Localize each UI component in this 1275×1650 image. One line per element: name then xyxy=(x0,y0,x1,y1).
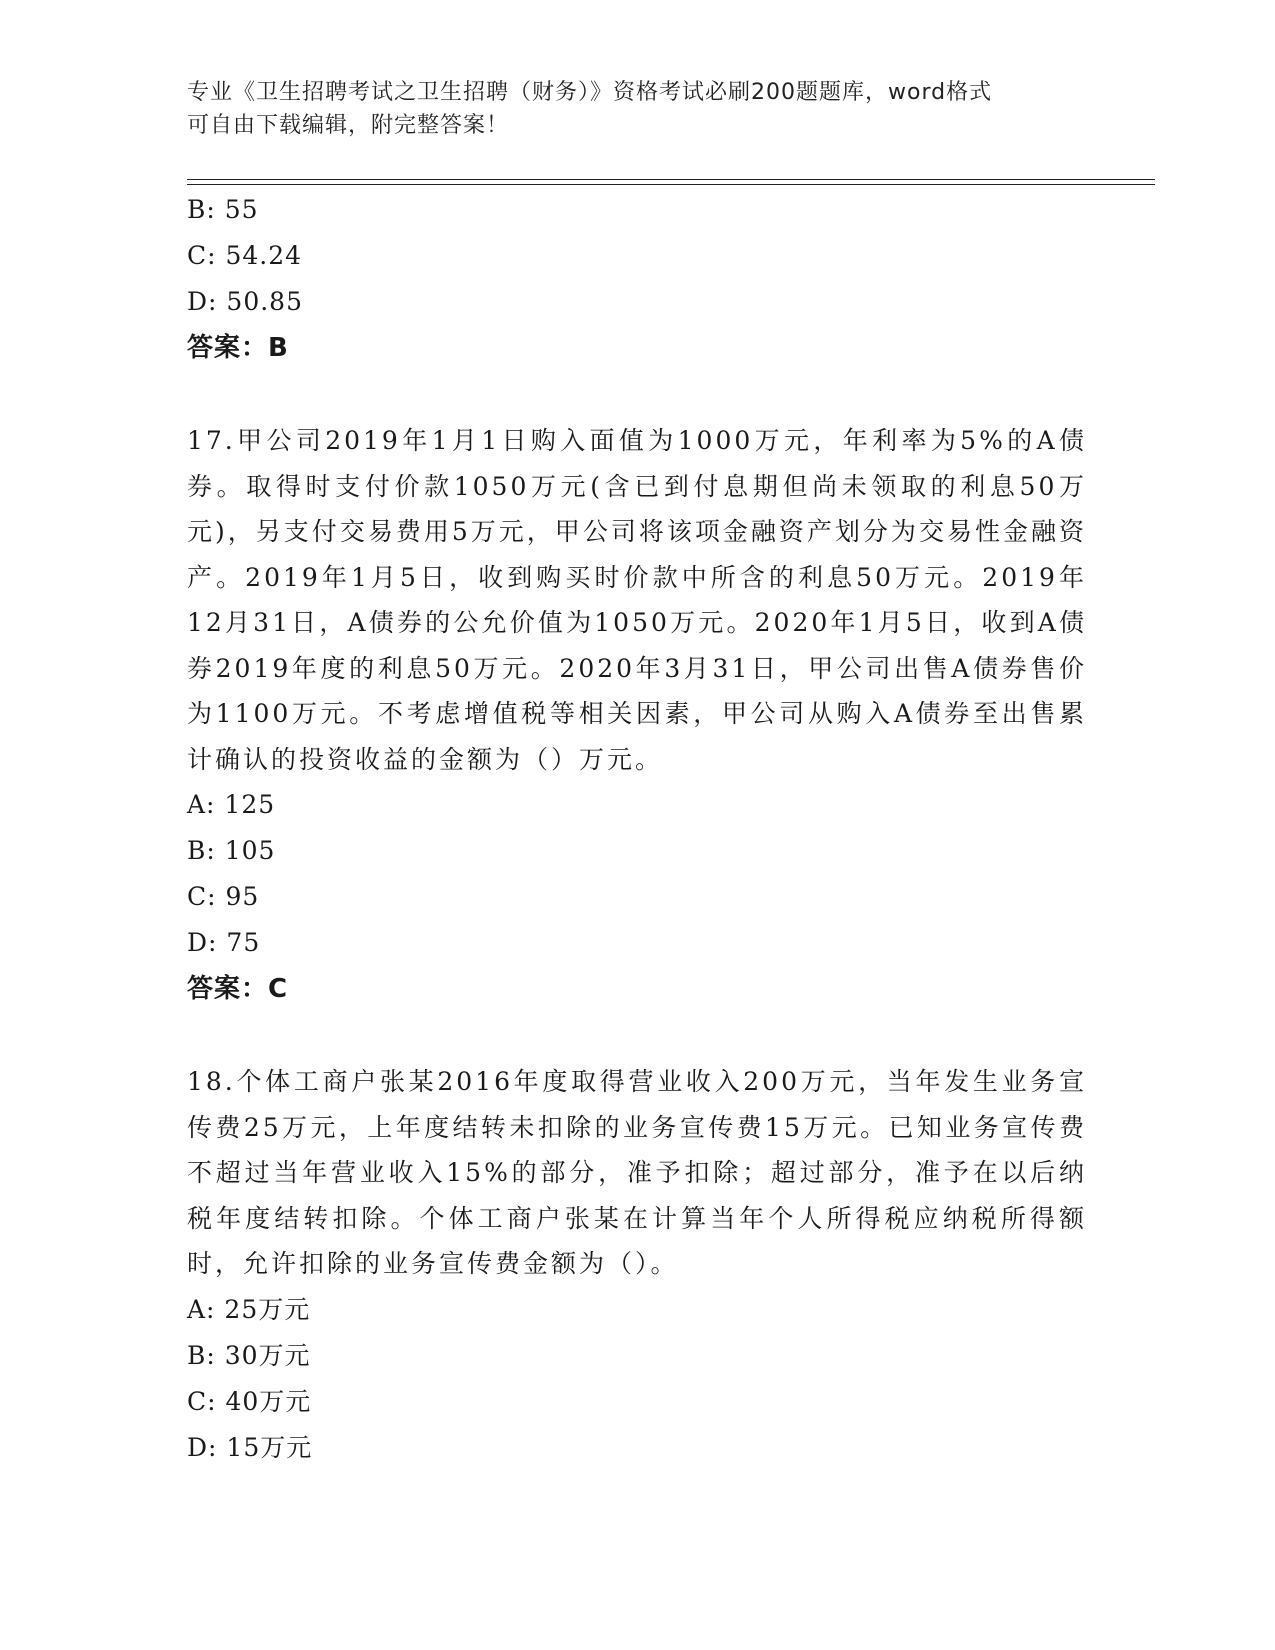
header-divider xyxy=(187,179,1155,185)
q16-option-d: D: 50.85 xyxy=(187,287,303,316)
question-18 xyxy=(187,1059,1087,1471)
question-content xyxy=(187,187,1087,1471)
q18-option-c: C: 40万元 xyxy=(187,1387,312,1416)
q17-option-c: C: 95 xyxy=(187,882,260,911)
page-header xyxy=(187,76,1067,142)
q18-option-d: D: 15万元 xyxy=(187,1433,313,1462)
header-title-line-2: 可自由下载编辑，附完整答案！ xyxy=(187,113,510,138)
q18-stem: 18.个体工商户张某2016年度取得营业收入200万元，当年发生业务宣传费25万元，上年度结转未扣除的业务宣传费15万元。已知业务宣传费不超过当年营业收入15%的部分，准予扣除；超过部分，准予在以后纳税年度结转扣除。个体工商户张某在计算当年个人所得税应纳税所得额时，允许扣除的业务宣传费金额为（）。 xyxy=(187,1067,1087,1278)
question-17 xyxy=(187,418,1087,1012)
q17-option-d: D: 75 xyxy=(187,928,261,957)
q16-option-b: B: 55 xyxy=(187,195,259,224)
q17-option-b: B: 105 xyxy=(187,836,276,865)
q18-option-a: A: 25万元 xyxy=(187,1295,311,1324)
q16-option-c: C: 54.24 xyxy=(187,241,303,270)
q18-option-b: B: 30万元 xyxy=(187,1341,311,1370)
q17-answer: 答案：C xyxy=(187,974,289,1004)
q17-option-a: A: 125 xyxy=(187,790,276,819)
q17-stem: 17.甲公司2019年1月1日购入面值为1000万元，年利率为5%的A债券。取得时支付价款1050万元(含已到付息期但尚未领取的利息50万元)，另支付交易费用5万元，甲公司将该项金融资产划分为交易性金融资产。2019年1月5日，收到购买时价款中所含的利息50万元。2019年12月31日，A债券的公允价值为1050万元。2020年1月5日，收到A债券2019年度的利息50万元。2020年3月31日，甲公司出售A债券售价为1100万元。不考虑增值税等相关因素，甲公司从购入A债券至出售累计确认的投资收益的金额为（）万元。 xyxy=(187,426,1087,774)
header-title-line-1: 专业《卫生招聘考试之卫生招聘（财务）》资格考试必刷200题题库，word格式 xyxy=(187,80,993,105)
q16-answer: 答案：B xyxy=(187,333,289,363)
question-16-tail xyxy=(187,187,1087,371)
